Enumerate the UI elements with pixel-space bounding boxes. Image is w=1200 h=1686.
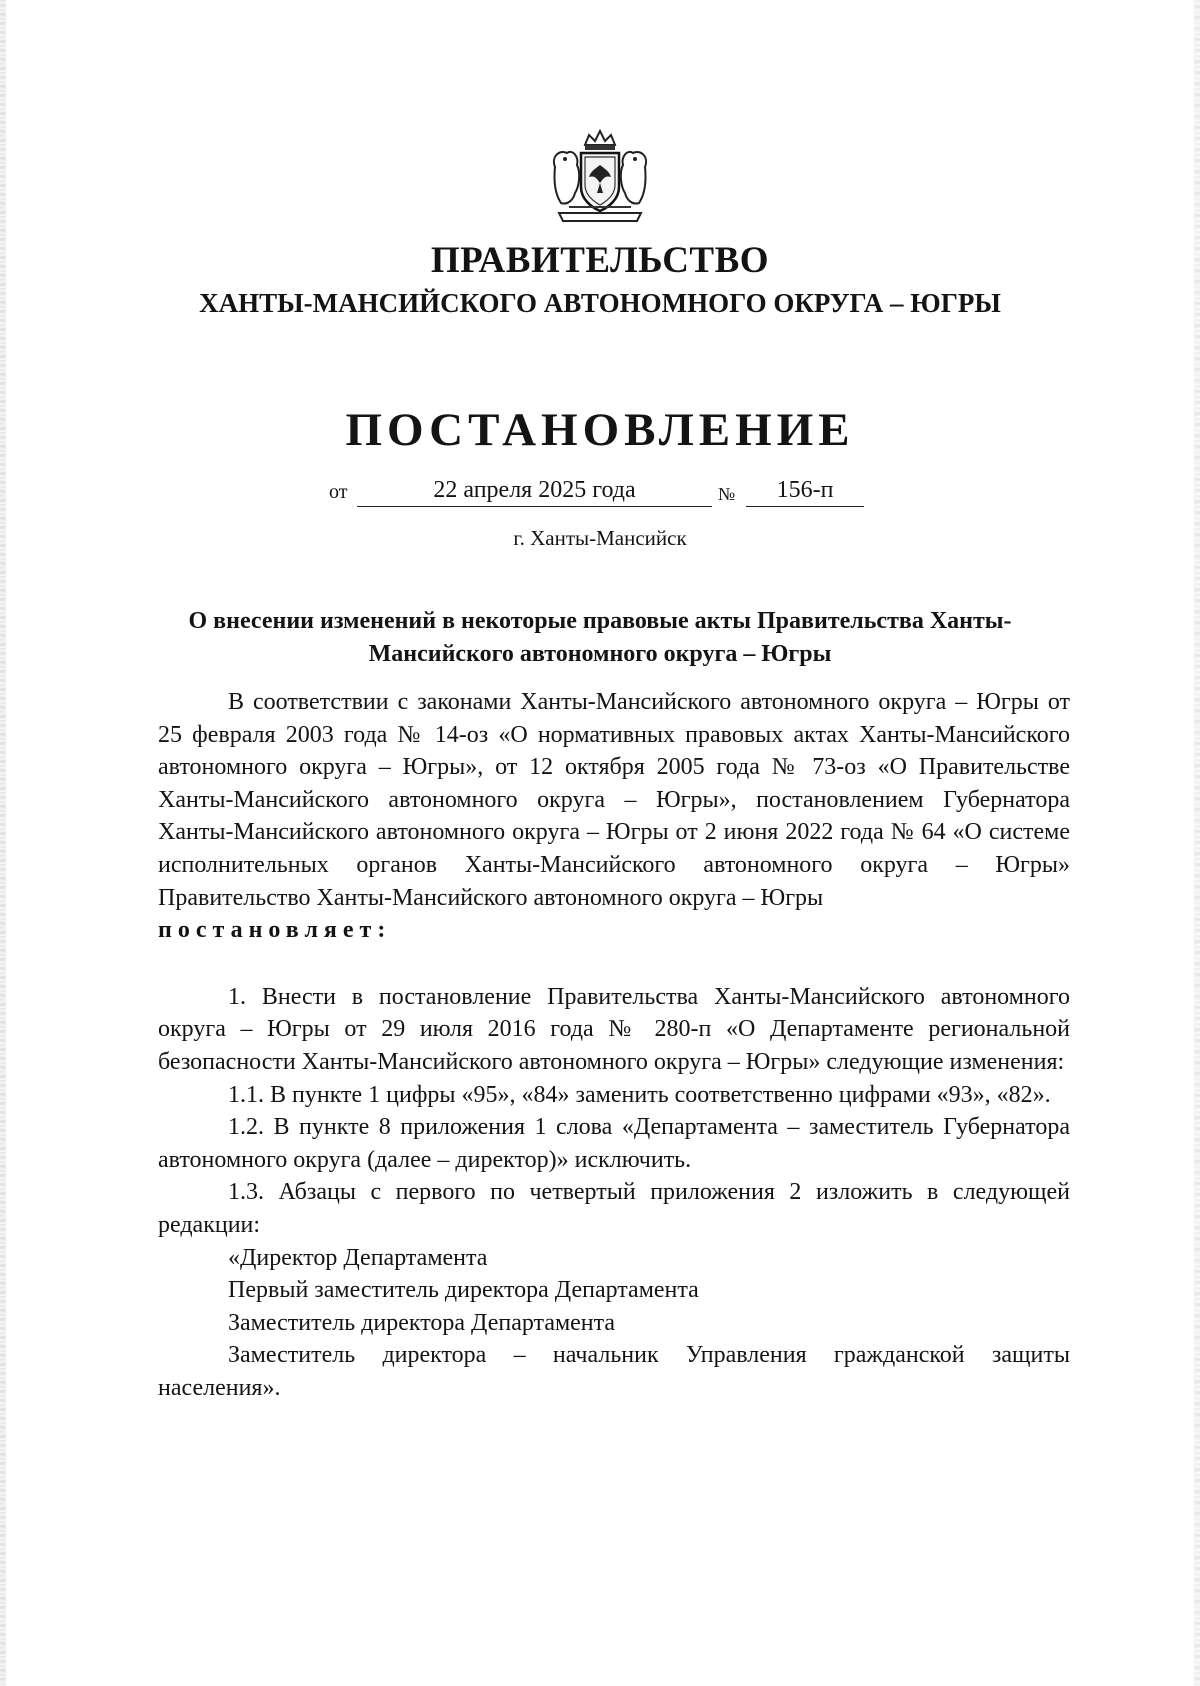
document-subject: О внесении изменений в некоторые правовые акты Правительства Ханты-Мансийского автономного округа – Югры — [188, 608, 1012, 667]
item-1-1: 1.1. В пункте 1 цифры «95», «84» заменить соответственно цифрами «93», «82». — [228, 1081, 1051, 1108]
date-prefix: от — [329, 481, 348, 503]
document-type: ПОСТАНОВЛЕНИЕ — [345, 404, 855, 456]
government-title: ПРАВИТЕЛЬСТВО — [430, 240, 770, 281]
position-line-director: «Директор Департамента — [228, 1244, 488, 1271]
document-body — [158, 686, 1070, 1404]
paragraph-gap — [158, 947, 1070, 981]
resolve-word: постановляет: — [158, 917, 392, 944]
city: г. Ханты-Мансийск — [513, 526, 687, 550]
item-1: 1. Внести в постановление Правительства Ханты-Мансийского автономного округа – Югры от 29 июля 2016 года № 280-п «О Департаменте региональной безопасности Ханты-Мансийского автономного округа – Югры» следующие изменения: — [158, 983, 1070, 1075]
number-sign: № — [718, 484, 736, 504]
date-number-line — [0, 474, 1200, 510]
position-line-first-deputy: Первый заместитель директора Департамента — [228, 1277, 699, 1304]
region-title: ХАНТЫ-МАНСИЙСКОГО АВТОНОМНОГО ОКРУГА – ЮГРЫ — [199, 288, 1001, 318]
item-1-3: 1.3. Абзацы с первого по четвертый приложения 2 изложить в следующей редакции: — [158, 1179, 1070, 1238]
coat-of-arms-icon — [545, 127, 655, 227]
preamble-paragraph: В соответствии с законами Ханты-Мансийского автономного округа – Югры от 25 февраля 2003 года № 14-оз «О нормативных правовых актах Ханты-Мансийского автономного округа – Югры», от 12 октября 2005 года № 73-оз «О Правительстве Ханты-Мансийского автономного округа – Югры», постановлением Губернатора Ханты-Мансийского автономного округа – Югры от 2 июня 2022 года № 64 «О системе исполнительных органов Ханты-Мансийского автономного округа – Югры» Правительство Ханты-Мансийского автономного округа – Югры — [158, 689, 1070, 911]
position-line-deputy-civil-defense: Заместитель директора – начальник Управления гражданской защиты населения». — [158, 1342, 1070, 1401]
document-date: 22 апреля 2025 года — [357, 474, 712, 507]
item-1-2: 1.2. В пункте 8 приложения 1 слова «Департамента – заместитель Губернатора автономного округа (далее – директор)» исключить. — [158, 1114, 1070, 1173]
document-number: 156-п — [746, 474, 864, 507]
position-line-deputy: Заместитель директора Департамента — [228, 1309, 616, 1336]
